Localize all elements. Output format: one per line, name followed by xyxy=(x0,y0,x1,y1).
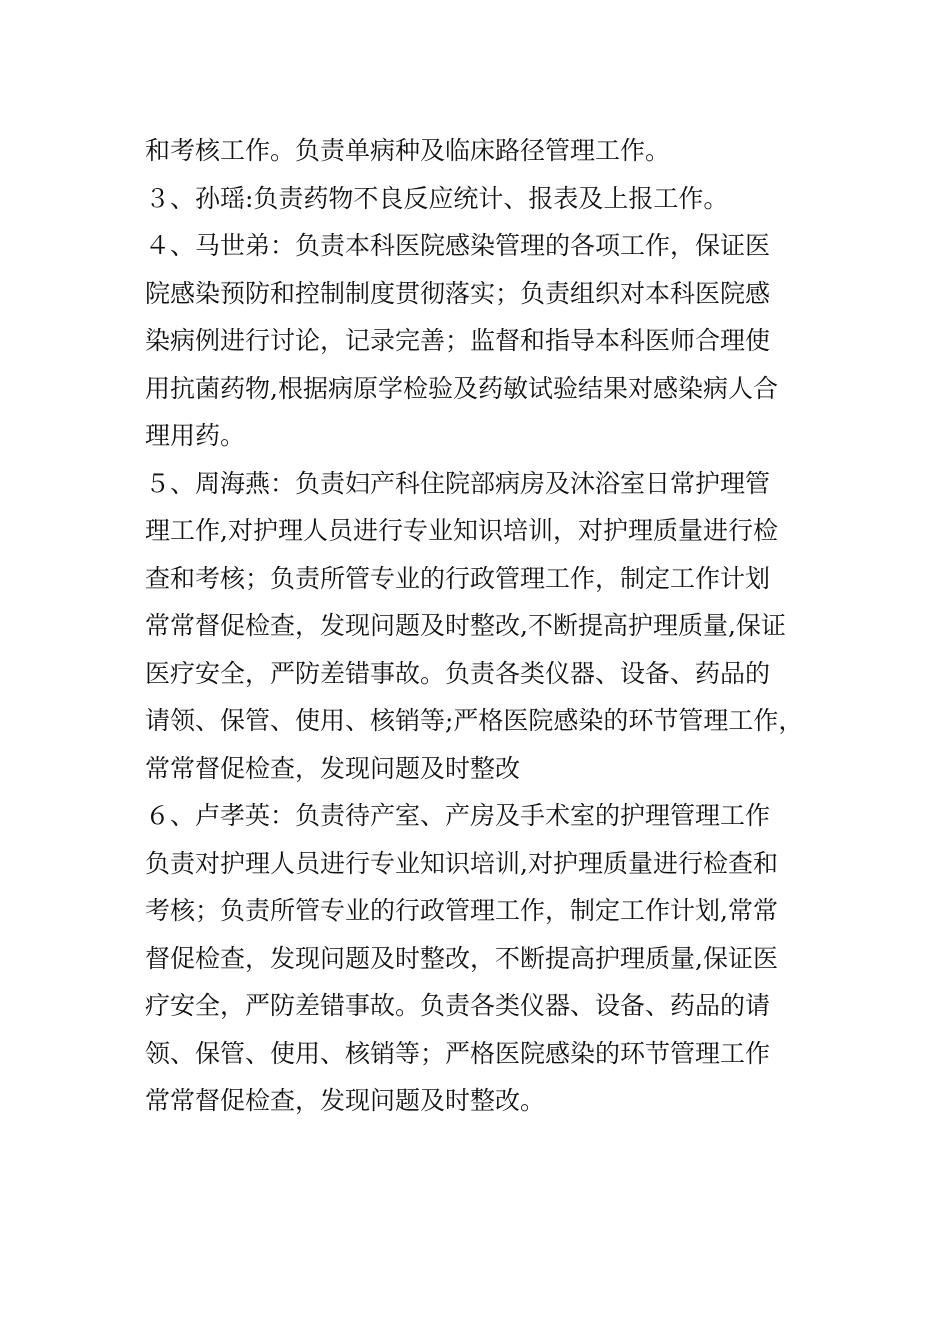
text-line: 查和考核；负责所管专业的行政管理工作，制定工作计划 xyxy=(145,563,771,593)
text-line: 考核；负责所管专业的行政管理工作，制定工作计划,常常 xyxy=(145,896,778,925)
text-line: 常常督促检查，发现问题及时整改 xyxy=(145,753,521,783)
text-line: 疗安全，严防差错事故。负责各类仪器、设备、药品的请 xyxy=(145,991,771,1020)
text-line: 理用药。 xyxy=(145,421,246,450)
text-line: 用抗菌药物,根据病原学检验及药敏试验结果对感染病人合 xyxy=(145,373,778,403)
text-line: ６、卢孝英：负责待产室、产房及手术室的护理管理工作 xyxy=(145,801,771,830)
text-line: ３、孙瑶:负责药物不良反应统计、报表及上报工作。 xyxy=(145,183,729,213)
text-line: 负责对护理人员进行专业知识培训,对护理质量进行检查和 xyxy=(145,848,778,878)
text-line: 领、保管、使用、核销等；严格医院感染的环节管理工作 xyxy=(145,1038,771,1068)
text-line: 理工作,对护理人员进行专业知识培训，对护理质量进行检 xyxy=(145,516,778,545)
document-body xyxy=(145,127,835,1125)
text-line: 常常督促检查，发现问题及时整改。 xyxy=(145,1086,546,1115)
text-line: 常常督促检查，发现问题及时整改,不断提高护理质量,保证 xyxy=(145,611,786,640)
text-line: ５、周海燕：负责妇产科住院部病房及沐浴室日常护理管 xyxy=(145,468,771,498)
text-line: 请领、保管、使用、核销等;严格医院感染的环节管理工作， xyxy=(145,706,804,735)
text-line: 和考核工作。负责单病种及临床路径管理工作。 xyxy=(145,136,671,165)
text-line: 医疗安全，严防差错事故。负责各类仪器、设备、药品的 xyxy=(145,658,771,688)
text-line: 院感染预防和控制制度贯彻落实；负责组织对本科医院感 xyxy=(145,278,771,308)
text-line: ４、马世弟：负责本科医院感染管理的各项工作，保证医 xyxy=(145,231,771,260)
text-line: 染病例进行讨论，记录完善；监督和指导本科医师合理使 xyxy=(145,326,771,355)
text-line: 督促检查，发现问题及时整改，不断提高护理质量,保证医 xyxy=(145,943,778,973)
